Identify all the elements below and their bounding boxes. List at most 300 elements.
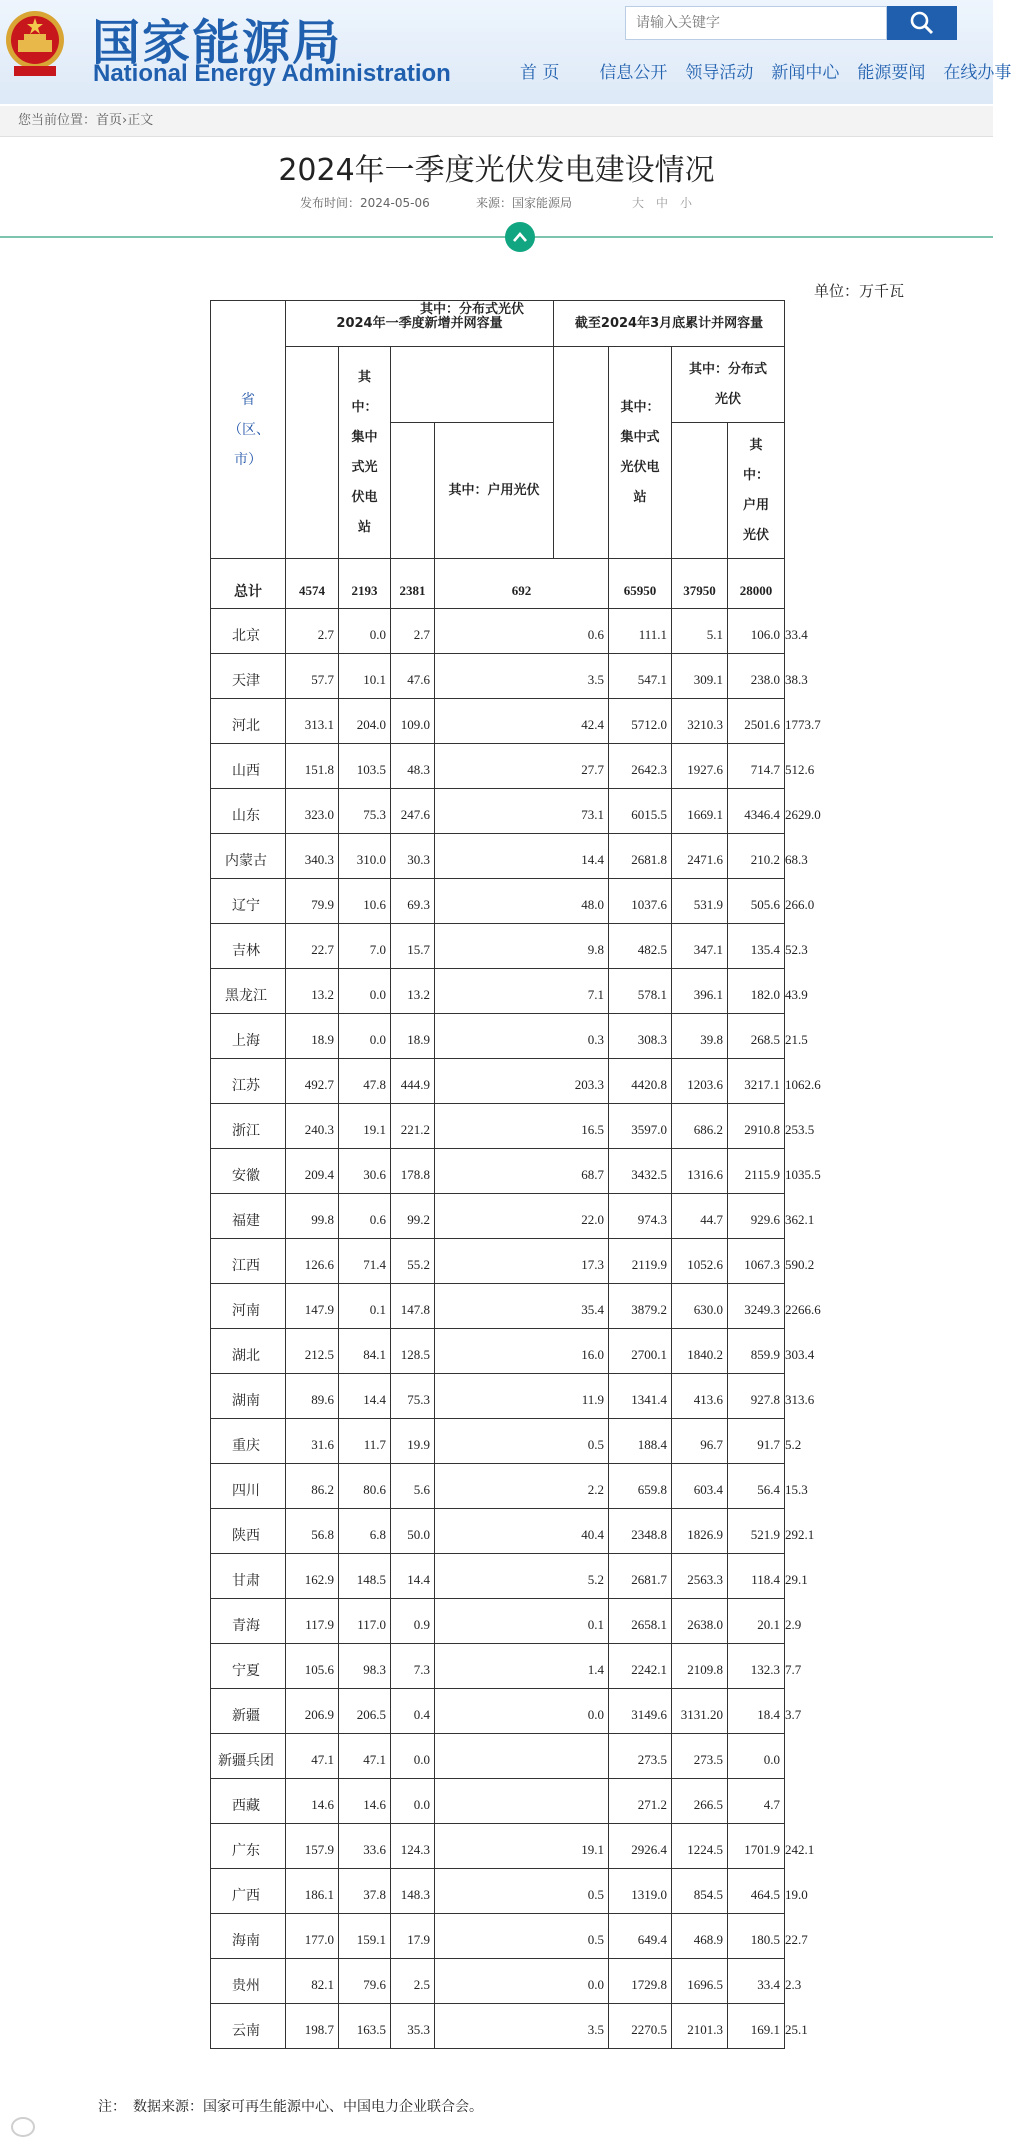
table-row: 北京 2.7 0.0 2.7 0.6 111.1 5.1 106.0 33.4 [211,609,785,654]
table-cell: 22.0 [435,1194,609,1239]
province-name: 福建 [211,1194,286,1239]
table-row: 江西 126.6 71.4 55.2 17.3 2119.9 1052.6 1067.3 590.2 [211,1239,785,1284]
table-cell: 86.2 [286,1464,339,1509]
table-cell: 268.5 [728,1014,785,1059]
table-cell: 3879.2 [609,1284,672,1329]
table-cell: 109.0 [391,699,435,744]
table-cell: 492.7 [286,1059,339,1104]
breadcrumb-home-link[interactable]: 首页 [96,113,123,128]
table-cell: 55.2 [391,1239,435,1284]
province-name: 甘肃 [211,1554,286,1599]
table-row: 福建 99.8 0.6 99.2 22.0 974.3 44.7 929.6 362.1 [211,1194,785,1239]
province-name: 宁夏 [211,1644,286,1689]
unit-label: 单位：万千瓦 [814,282,905,300]
table-cell: 273.5 [609,1734,672,1779]
table-cell: 47.6 [391,654,435,699]
table-cell: 2642.3 [609,744,672,789]
table-cell: 2109.8 [672,1644,728,1689]
table-row: 四川 86.2 80.6 5.6 2.2 659.8 603.4 56.4 15.3 [211,1464,785,1509]
nav-news-center[interactable]: 新闻中心 [771,63,840,83]
table-cell: 2501.6 [728,699,785,744]
table-cell: 2101.3 [672,2004,728,2049]
table-cell: 221.2 [391,1104,435,1149]
breadcrumb [0,106,993,137]
table-cell: 124.3 [391,1824,435,1869]
table-cell: 82.1 [286,1959,339,2004]
table-row: 上海 18.9 0.0 18.9 0.3 308.3 39.8 268.5 21.5 [211,1014,785,1059]
province-name: 河北 [211,699,286,744]
table-cell: 0.1 [339,1284,391,1329]
table-cell: 0.0 [339,1014,391,1059]
table-cell: 247.6 [391,789,435,834]
table-cell: 2638.0 [672,1599,728,1644]
table-cell: 505.6 [728,879,785,924]
table-cell: 2242.1 [609,1644,672,1689]
table-cell: 929.6 [728,1194,785,1239]
table-cell: 686.2 [672,1104,728,1149]
table-cell: 0.5 [435,1914,609,1959]
table-cell: 135.4 [728,924,785,969]
table-cell: 10.1 [339,654,391,699]
table-cell: 0.1 [435,1599,609,1644]
table-row: 贵州 82.1 79.6 2.5 0.0 1729.8 1696.5 33.4 2.3 [211,1959,785,2004]
nav-info-public[interactable]: 信息公开 [599,63,668,83]
table-cell: 56.8 [286,1509,339,1554]
table-cell: 2115.9 [728,1149,785,1194]
table-cell: 482.5 [609,924,672,969]
table-cell: 89.6 [286,1374,339,1419]
table-cell: 178.8 [391,1149,435,1194]
table-cell: 103.5 [339,744,391,789]
table-cell: 99.8 [286,1194,339,1239]
table-cell: 16.5 [435,1104,609,1149]
table-cell: 323.0 [286,789,339,834]
nav-energy-news[interactable]: 能源要闻 [857,63,926,83]
table-cell: 2681.8 [609,834,672,879]
total-label: 总计 [211,559,286,609]
table-cell: 6015.5 [609,789,672,834]
table-cell: 3432.5 [609,1149,672,1194]
table-cell: 73.1 [435,789,609,834]
table-cell: 71.4 [339,1239,391,1284]
total-cell: 65950 [609,559,672,609]
table-cell: 1826.9 [672,1509,728,1554]
table-cell: 14.4 [339,1374,391,1419]
table-cell: 35.3 [391,2004,435,2049]
table-cell: 3131.20 [672,1689,728,1734]
table-cell: 974.3 [609,1194,672,1239]
table-cell: 75.3 [391,1374,435,1419]
table-row: 内蒙古 340.3 310.0 30.3 14.4 2681.8 2471.6 210.2 68.3 [211,834,785,879]
table-cell: 2471.6 [672,834,728,879]
table-cell: 147.9 [286,1284,339,1329]
table-cell: 1669.1 [672,789,728,834]
table-row: 湖南 89.6 14.4 75.3 11.9 1341.4 413.6 927.8 313.6 [211,1374,785,1419]
total-cell: 692 [435,559,609,609]
table-cell: 33.4 [728,1959,785,2004]
province-name: 江西 [211,1239,286,1284]
table-cell: 0.0 [339,609,391,654]
table-row [211,1779,785,1824]
font-size-large[interactable]: 大 [632,196,645,210]
table-cell: 0.5 [435,1419,609,1464]
table-cell: 444.9 [391,1059,435,1104]
table-cell: 630.0 [672,1284,728,1329]
province-name: 辽宁 [211,879,286,924]
province-name: 海南 [211,1914,286,1959]
total-cell: 37950 [672,559,728,609]
header-cumulative-capacity: 截至2024年3月底累计并网容量 [554,301,785,347]
pv-capacity-table [210,300,821,2049]
table-cell [435,1734,609,1779]
province-name: 湖南 [211,1374,286,1419]
header-new-total [286,347,339,559]
table-cell: 1927.6 [672,744,728,789]
table-cell: 578.1 [609,969,672,1014]
table-cell: 19.1 [339,1104,391,1149]
header-new-capacity: 2024年一季度新增并网容量 [286,301,554,347]
search-icon [909,10,935,36]
table-cell: 111.1 [609,609,672,654]
table-row: 青海 117.9 117.0 0.9 0.1 2658.1 2638.0 20.1 2.9 [211,1599,785,1644]
table-cell: 1729.8 [609,1959,672,2004]
table-cell: 47.1 [339,1734,391,1779]
table-cell: 2700.1 [609,1329,672,1374]
table-cell: 11.9 [435,1374,609,1419]
nav-home[interactable]: 首 页 [520,63,560,83]
table-cell: 99.2 [391,1194,435,1239]
table-cell: 7.3 [391,1644,435,1689]
table-cell: 1224.5 [672,1824,728,1869]
font-size-medium[interactable]: 中 [656,196,669,210]
table-cell: 5.2 [435,1554,609,1599]
table-row: 天津 57.7 10.1 47.6 3.5 547.1 309.1 238.0 38.3 [211,654,785,699]
table-cell: 35.4 [435,1284,609,1329]
table-cell: 3.5 [435,2004,609,2049]
table-cell: 151.8 [286,744,339,789]
table-row: 广东 157.9 33.6 124.3 19.1 2926.4 1224.5 1701.9 242.1 [211,1824,785,1869]
table-cell: 80.6 [339,1464,391,1509]
table-cell: 0.0 [435,1959,609,2004]
province-name: 山东 [211,789,286,834]
table-cell: 50.0 [391,1509,435,1554]
table-cell: 18.4 [728,1689,785,1734]
province-name: 天津 [211,654,286,699]
table-cell: 14.4 [435,834,609,879]
table-cell: 7.1 [435,969,609,1014]
chevron-up-icon [513,232,527,242]
table-cell: 714.7 [728,744,785,789]
table-row: 江苏 492.7 47.8 444.9 203.3 4420.8 1203.6 3217.1 1062.6 [211,1059,785,1104]
table-cell: 3149.6 [609,1689,672,1734]
table-cell: 0.0 [339,969,391,1014]
province-name: 湖北 [211,1329,286,1374]
table-cell: 163.5 [339,2004,391,2049]
title-divider [0,236,993,238]
table-cell: 0.0 [728,1734,785,1779]
font-size-small[interactable]: 小 [680,196,693,210]
province-name: 广东 [211,1824,286,1869]
collapse-up-button[interactable] [505,222,535,252]
table-cell: 659.8 [609,1464,672,1509]
table-cell: 4420.8 [609,1059,672,1104]
table-cell: 148.5 [339,1554,391,1599]
table-row: 安徽 209.4 30.6 178.8 68.7 3432.5 1316.6 2115.9 1035.5 [211,1149,785,1194]
table-row: 山东 323.0 75.3 247.6 73.1 6015.5 1669.1 4346.4 2629.0 [211,789,785,834]
table-cell: 18.9 [286,1014,339,1059]
table-cell: 2.7 [286,609,339,654]
table-cell: 7.0 [339,924,391,969]
table-cell: 20.1 [728,1599,785,1644]
table-cell: 84.1 [339,1329,391,1374]
table-cell: 310.0 [339,834,391,879]
table-cell: 1037.6 [609,879,672,924]
table-cell: 212.5 [286,1329,339,1374]
table-cell: 19.9 [391,1419,435,1464]
header-province: 省（区、市） [211,301,286,559]
table-cell: 238.0 [728,654,785,699]
table-cell: 2563.3 [672,1554,728,1599]
table-cell: 854.5 [672,1869,728,1914]
table-cell: 47.1 [286,1734,339,1779]
table-cell: 17.3 [435,1239,609,1284]
table-cell: 186.1 [286,1869,339,1914]
watermark-logo [10,2116,36,2144]
table-cell: 464.5 [728,1869,785,1914]
total-cell: 28000 [728,559,785,609]
total-cell: 4574 [286,559,339,609]
header-new-dist-total [391,423,435,559]
table-cell: 96.7 [672,1419,728,1464]
table-cell: 340.3 [286,834,339,879]
province-name: 西藏 [211,1779,286,1824]
table-cell: 413.6 [672,1374,728,1419]
data-source-note: 注： 数据来源：国家可再生能源中心、中国电力企业联合会。 [98,2099,483,2115]
table-cell: 1203.6 [672,1059,728,1104]
table-cell: 198.7 [286,2004,339,2049]
table-row: 吉林 22.7 7.0 15.7 9.8 482.5 347.1 135.4 52.3 [211,924,785,969]
province-name: 安徽 [211,1149,286,1194]
table-cell: 468.9 [672,1914,728,1959]
table-row: 海南 177.0 159.1 17.9 0.5 649.4 468.9 180.5 22.7 [211,1914,785,1959]
table-cell: 271.2 [609,1779,672,1824]
table-cell: 3597.0 [609,1104,672,1149]
site-title-en[interactable]: National Energy Administration [93,60,451,87]
table-cell: 56.4 [728,1464,785,1509]
table-cell: 117.0 [339,1599,391,1644]
province-name: 吉林 [211,924,286,969]
table-cell: 79.6 [339,1959,391,2004]
table-cell: 521.9 [728,1509,785,1554]
table-cell: 5.1 [672,609,728,654]
table-cell: 547.1 [609,654,672,699]
breadcrumb-separator: › [122,113,128,128]
breadcrumb-prefix: 您当前位置： [18,113,97,128]
table-cell: 182.0 [728,969,785,1014]
table-cell: 2348.8 [609,1509,672,1554]
table-row: 宁夏 105.6 98.3 7.3 1.4 2242.1 2109.8 132.3 7.7 [211,1644,785,1689]
header-cum-distributed: 其中：分布式光伏 [672,347,785,423]
table-cell: 240.3 [286,1104,339,1149]
nav-online-service[interactable]: 在线办事 [943,63,1012,83]
table-cell: 128.5 [391,1329,435,1374]
nav-leader-activity[interactable]: 领导活动 [685,63,754,83]
table-cell: 0.4 [391,1689,435,1734]
table-cell: 169.1 [728,2004,785,2049]
table-row: 陕西 56.8 6.8 50.0 40.4 2348.8 1826.9 521.9 292.1 [211,1509,785,1554]
table-cell: 147.8 [391,1284,435,1329]
province-name: 青海 [211,1599,286,1644]
table-cell: 30.3 [391,834,435,879]
province-name: 四川 [211,1464,286,1509]
header-new-distributed: 其中：分布式光伏 [391,347,554,423]
table-row: 辽宁 79.9 10.6 69.3 48.0 1037.6 531.9 505.6 266.0 [211,879,785,924]
table-row: 新疆 206.9 206.5 0.4 0.0 3149.6 3131.20 18.4 3.7 [211,1689,785,1734]
table-cell: 396.1 [672,969,728,1014]
table-cell: 10.6 [339,879,391,924]
table-cell: 206.5 [339,1689,391,1734]
table-cell: 33.6 [339,1824,391,1869]
province-name: 河南 [211,1284,286,1329]
header-cum-household: 其中：户用光伏 [728,423,785,559]
table-cell: 2.5 [391,1959,435,2004]
site-title-cn[interactable]: 国家能源局 [92,15,343,71]
main-nav [520,58,1029,83]
table-cell: 1696.5 [672,1959,728,2004]
table-row: 浙江 240.3 19.1 221.2 16.5 3597.0 686.2 2910.8 253.5 [211,1104,785,1149]
table-cell: 75.3 [339,789,391,834]
table-cell: 30.6 [339,1149,391,1194]
table-cell: 3210.3 [672,699,728,744]
table-cell: 31.6 [286,1419,339,1464]
table-cell: 2681.7 [609,1554,672,1599]
table-cell: 132.3 [728,1644,785,1689]
province-name: 重庆 [211,1419,286,1464]
table-row: 广西 186.1 37.8 148.3 0.5 1319.0 854.5 464.5 19.0 [211,1869,785,1914]
table-cell: 2119.9 [609,1239,672,1284]
table-cell: 44.7 [672,1194,728,1239]
site-header [0,0,1012,104]
table-cell: 91.7 [728,1419,785,1464]
province-name: 贵州 [211,1959,286,2004]
search-box [625,6,887,40]
table-cell: 0.9 [391,1599,435,1644]
header-cum-dist-total [672,423,728,559]
table-cell: 17.9 [391,1914,435,1959]
table-row: 甘肃 162.9 148.5 14.4 5.2 2681.7 2563.3 118.4 29.1 [211,1554,785,1599]
province-name: 内蒙古 [211,834,286,879]
table-cell: 3249.3 [728,1284,785,1329]
publish-date: 发布时间：2024-05-06 [300,196,430,210]
table-cell: 531.9 [672,879,728,924]
table-cell: 2.7 [391,609,435,654]
province-name: 山西 [211,744,286,789]
table-cell: 162.9 [286,1554,339,1599]
table-cell: 27.7 [435,744,609,789]
table-cell: 1052.6 [672,1239,728,1284]
table-cell: 0.5 [435,1869,609,1914]
table-cell: 68.7 [435,1149,609,1194]
table-cell: 1701.9 [728,1824,785,1869]
breadcrumb-current: 正文 [127,113,154,128]
table-cell: 210.2 [728,834,785,879]
table-cell: 98.3 [339,1644,391,1689]
table-cell: 22.7 [286,924,339,969]
table-cell: 57.7 [286,654,339,699]
table-cell: 603.4 [672,1464,728,1509]
table-row: 重庆 31.6 11.7 19.9 0.5 188.4 96.7 91.7 5.2 [211,1419,785,1464]
table-cell: 157.9 [286,1824,339,1869]
table-cell: 105.6 [286,1644,339,1689]
table-cell: 0.3 [435,1014,609,1059]
table-cell: 859.9 [728,1329,785,1374]
table-cell: 0.0 [435,1689,609,1734]
table-cell: 11.7 [339,1419,391,1464]
table-cell: 0.0 [391,1779,435,1824]
table-cell: 206.9 [286,1689,339,1734]
province-name: 浙江 [211,1104,286,1149]
table-row: 河南 147.9 0.1 147.8 35.4 3879.2 630.0 3249.3 2266.6 [211,1284,785,1329]
table-cell: 309.1 [672,654,728,699]
table-cell: 4.7 [728,1779,785,1824]
table-cell: 126.6 [286,1239,339,1284]
table-cell: 3.5 [435,654,609,699]
table-cell: 347.1 [672,924,728,969]
search-button[interactable] [887,6,957,40]
watermark-icon [10,2116,36,2138]
table-cell: 1341.4 [609,1374,672,1419]
province-name: 北京 [211,609,286,654]
table-cell: 19.1 [435,1824,609,1869]
table-cell: 79.9 [286,879,339,924]
table-cell: 117.9 [286,1599,339,1644]
table-cell: 0.0 [391,1734,435,1779]
article-title: 2024年一季度光伏发电建设情况 [278,153,715,188]
table-cell: 13.2 [391,969,435,1014]
table-row: 河北 313.1 204.0 109.0 42.4 5712.0 3210.3 2501.6 1773.7 [211,699,785,744]
table-cell: 48.3 [391,744,435,789]
total-cell: 2381 [391,559,435,609]
table-cell: 209.4 [286,1149,339,1194]
table-cell: 5712.0 [609,699,672,744]
table-cell: 42.4 [435,699,609,744]
header-new-household: 其中：户用光伏 [435,423,554,559]
table-cell: 13.2 [286,969,339,1014]
table-cell: 1319.0 [609,1869,672,1914]
table-row: 湖北 212.5 84.1 128.5 16.0 2700.1 1840.2 859.9 303.4 [211,1329,785,1374]
table-cell: 0.6 [339,1194,391,1239]
table-cell: 313.1 [286,699,339,744]
header-new-central: 其中：集中式光伏电站 [339,347,391,559]
table-cell: 1840.2 [672,1329,728,1374]
table-cell: 40.4 [435,1509,609,1554]
table-cell: 37.8 [339,1869,391,1914]
table-cell: 18.9 [391,1014,435,1059]
table-cell: 649.4 [609,1914,672,1959]
table-cell: 16.0 [435,1329,609,1374]
province-name: 新疆兵团 [211,1734,286,1779]
province-name: 云南 [211,2004,286,2049]
table-cell: 2658.1 [609,1599,672,1644]
table-cell: 4346.4 [728,789,785,834]
table-cell: 9.8 [435,924,609,969]
table-cell: 927.8 [728,1374,785,1419]
national-emblem-icon [4,6,66,82]
search-input[interactable] [626,7,886,39]
table-cell: 203.3 [435,1059,609,1104]
table-cell: 188.4 [609,1419,672,1464]
table-cell: 47.8 [339,1059,391,1104]
